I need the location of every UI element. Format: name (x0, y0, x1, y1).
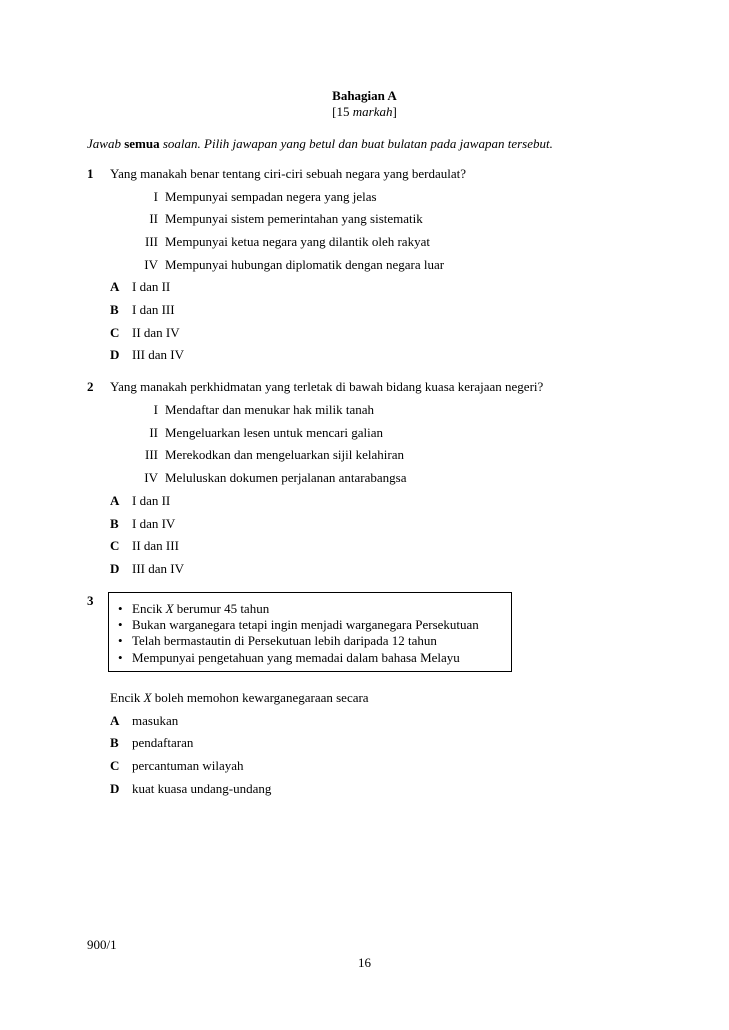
question-3-number: 3 (87, 593, 94, 608)
q2-statement-text: Meluluskan dokumen perjalanan antarabangsa (165, 470, 407, 485)
bullet-icon: • (118, 650, 123, 665)
marks-label: [15 markah] (332, 104, 397, 119)
q2-option-c-text[interactable]: II dan III (132, 538, 179, 553)
q2-statement-roman: IV (144, 470, 158, 485)
q2-option-b-text[interactable]: I dan IV (132, 516, 176, 531)
q1-statement-text: Mempunyai sistem pemerintahan yang sistematik (165, 211, 423, 226)
q1-option-a-text[interactable]: I dan II (132, 279, 171, 294)
q3-option-c-letter[interactable]: C (110, 758, 120, 773)
q2-option-d-letter[interactable]: D (110, 561, 120, 576)
q1-statement-roman: IV (144, 257, 158, 272)
q3-option-a-letter[interactable]: A (110, 713, 120, 728)
q2-statement-roman: II (149, 425, 158, 440)
paper-code: 900/1 (87, 937, 117, 952)
bullet-icon: • (118, 601, 123, 616)
q1-statement-roman: III (145, 234, 158, 249)
q1-statement-roman: II (149, 211, 158, 226)
page-number: 16 (358, 955, 371, 970)
question-1-number: 1 (87, 166, 94, 181)
q3-option-b-text[interactable]: pendaftaran (132, 735, 194, 750)
q2-statement-text: Mendaftar dan menukar hak milik tanah (165, 402, 375, 417)
info-box-item: Telah bermastautin di Persekutuan lebih daripada 12 tahun (132, 633, 437, 648)
bullet-icon: • (118, 617, 123, 632)
q1-option-a-letter[interactable]: A (110, 279, 120, 294)
question-2-text: Yang manakah perkhidmatan yang terletak di bawah bidang kuasa kerajaan negeri? (110, 379, 544, 394)
info-box-item: Mempunyai pengetahuan yang memadai dalam bahasa Melayu (132, 650, 460, 665)
q1-statement-text: Mempunyai hubungan diplomatik dengan negara luar (165, 257, 445, 272)
info-box-item: Bukan warganegara tetapi ingin menjadi warganegara Persekutuan (132, 617, 479, 632)
bullet-icon: • (118, 633, 123, 648)
q1-option-b-letter[interactable]: B (110, 302, 119, 317)
q3-option-a-text[interactable]: masukan (132, 713, 179, 728)
q1-option-c-letter[interactable]: C (110, 325, 120, 340)
q2-statement-text: Mengeluarkan lesen untuk mencari galian (165, 425, 384, 440)
q2-option-a-letter[interactable]: A (110, 493, 120, 508)
q2-option-b-letter[interactable]: B (110, 516, 119, 531)
info-box-item: Encik X berumur 45 tahun (132, 601, 270, 616)
q2-statement-roman: I (153, 402, 158, 417)
q3-option-d-text[interactable]: kuat kuasa undang-undang (132, 781, 272, 796)
q2-statement-text: Merekodkan dan mengeluarkan sijil kelahiran (165, 447, 404, 462)
q1-option-d-text[interactable]: III dan IV (132, 347, 184, 362)
q1-statement-text: Mempunyai ketua negara yang dilantik oleh rakyat (165, 234, 430, 249)
q2-option-a-text[interactable]: I dan II (132, 493, 171, 508)
q2-statement-roman: III (145, 447, 158, 462)
section-title: Bahagian A (332, 88, 397, 103)
instructions: Jawab semua soalan. Pilih jawapan yang betul dan buat bulatan pada jawapan tersebut. (87, 136, 553, 151)
question-3-stem: Encik X boleh memohon kewarganegaraan secara (110, 690, 369, 705)
q2-option-d-text[interactable]: III dan IV (132, 561, 184, 576)
q1-option-b-text[interactable]: I dan III (132, 302, 175, 317)
q3-option-b-letter[interactable]: B (110, 735, 119, 750)
q2-option-c-letter[interactable]: C (110, 538, 120, 553)
q1-option-d-letter[interactable]: D (110, 347, 120, 362)
question-1-text: Yang manakah benar tentang ciri-ciri sebuah negara yang berdaulat? (110, 166, 467, 181)
q1-statement-roman: I (153, 189, 158, 204)
q1-option-c-text[interactable]: II dan IV (132, 325, 180, 340)
question-2-number: 2 (87, 379, 94, 394)
q3-option-c-text[interactable]: percantuman wilayah (132, 758, 244, 773)
q3-option-d-letter[interactable]: D (110, 781, 120, 796)
q1-statement-text: Mempunyai sempadan negera yang jelas (165, 189, 377, 204)
